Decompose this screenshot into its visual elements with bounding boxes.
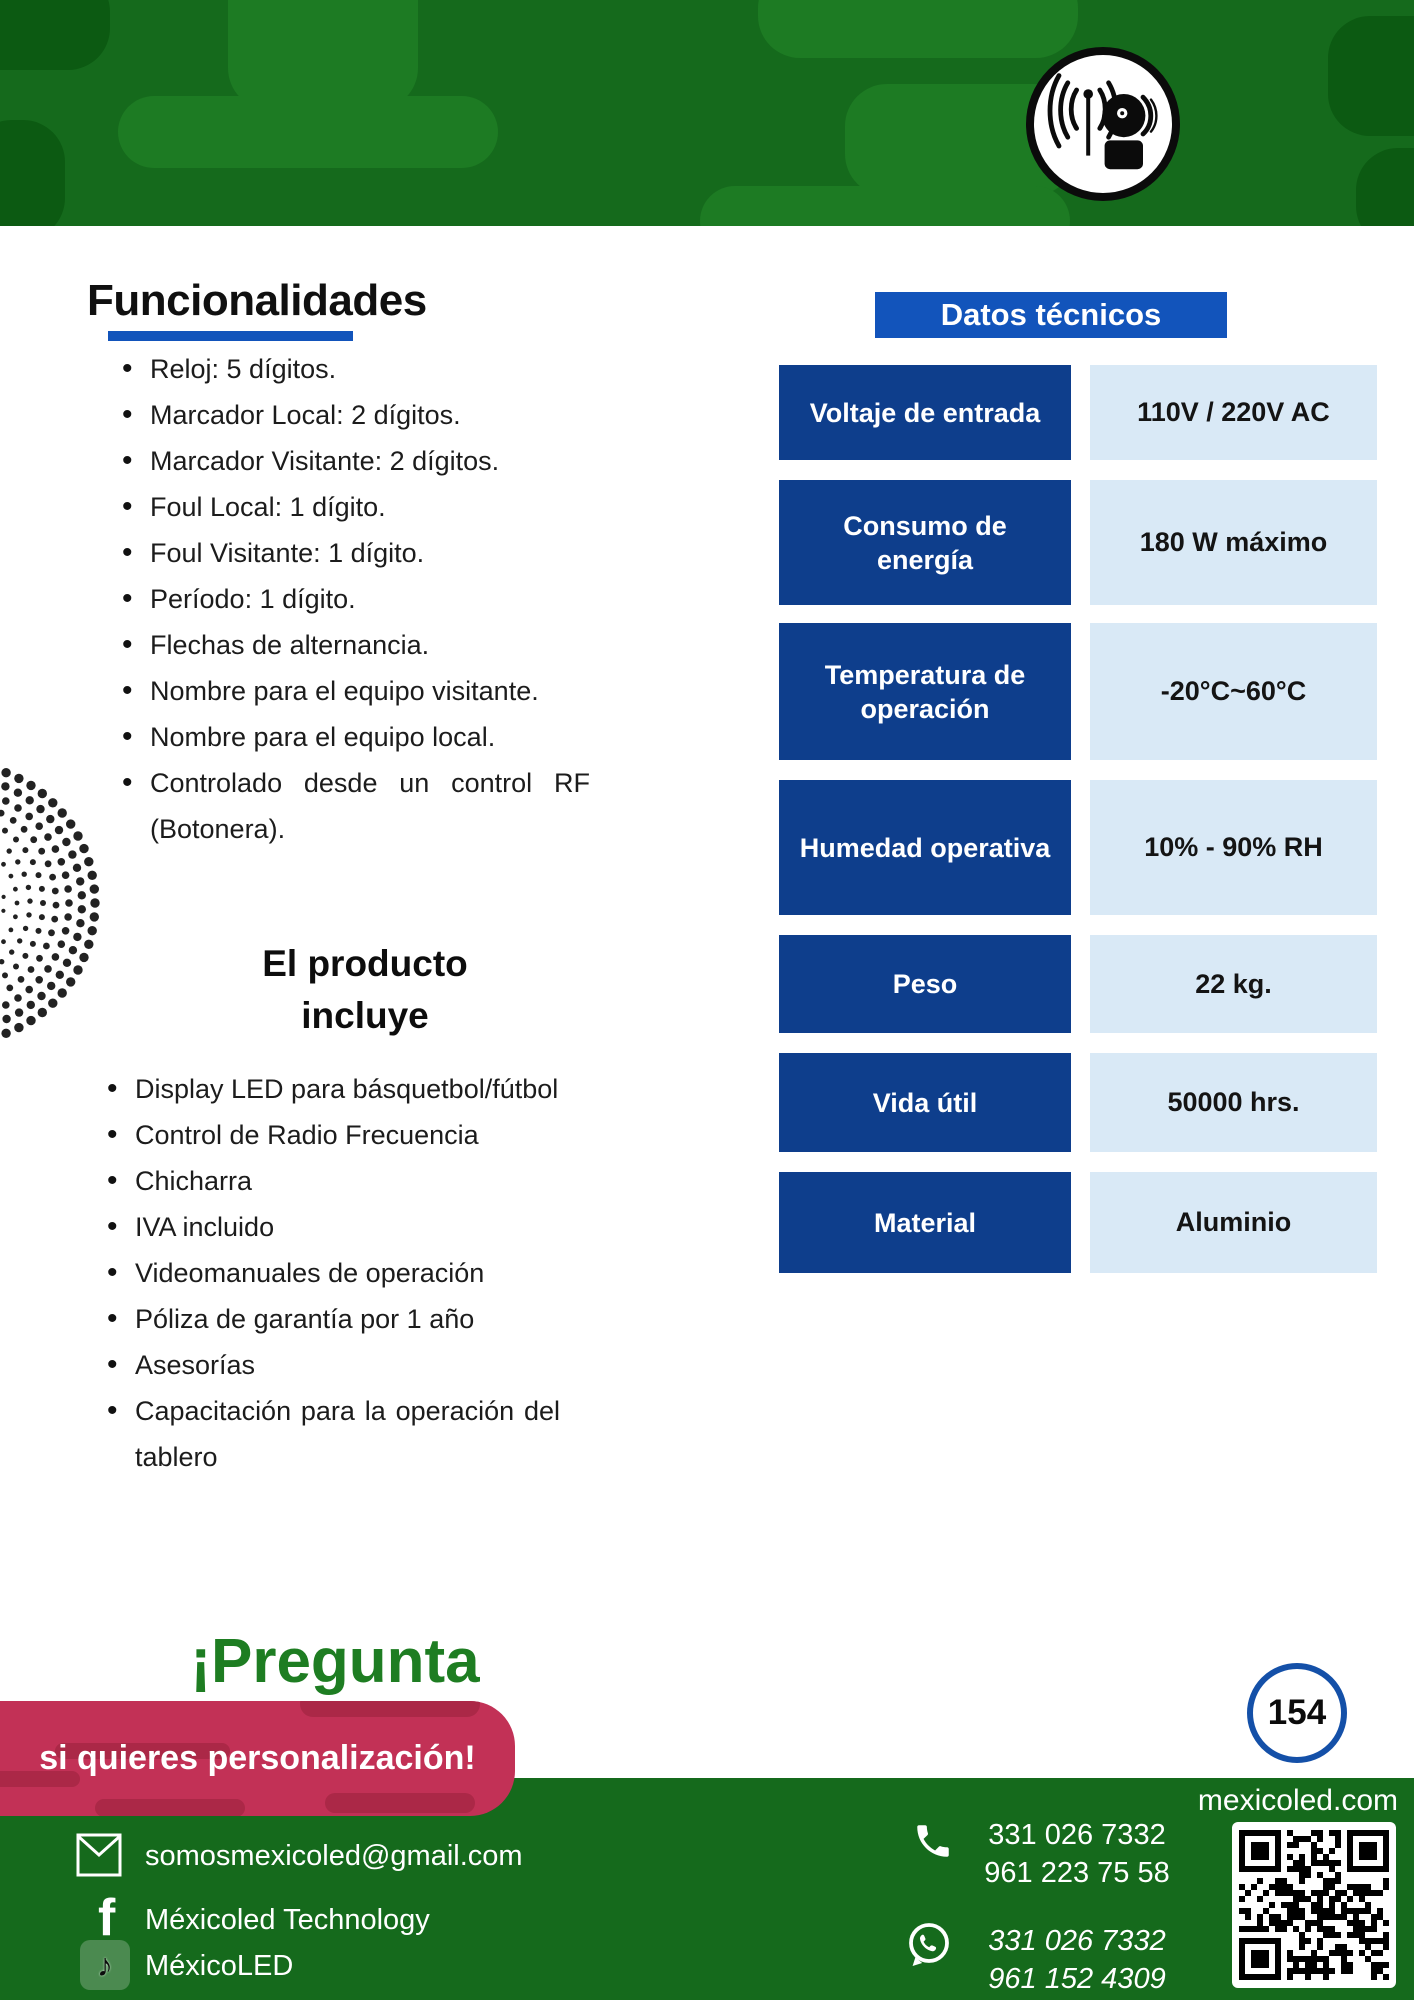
cta-banner-text: si quieres personalización! [39,1739,476,1777]
dotted-circle-decoration [0,758,110,1048]
page-number-badge [1247,1663,1347,1763]
antenna-bell-icon [1039,58,1167,191]
tech-row-value: Aluminio [1090,1172,1377,1273]
list-item: • Marcador Visitante: 2 dígitos. [120,438,590,484]
tech-row-label: Consumo de energía [779,480,1071,605]
camo-blob [1328,16,1414,136]
facebook-name[interactable]: Méxicoled Technology [145,1904,430,1936]
facebook-icon: f [98,1889,116,1947]
phone-number-1[interactable]: 331 026 7332 [988,1819,1166,1851]
whatsapp-number-2[interactable]: 961 152 4309 [988,1963,1166,1995]
list-item: • Flechas de alternancia. [120,622,590,668]
tech-row-value: -20°C~60°C [1090,623,1377,760]
title-underline [108,331,353,341]
cta-banner [0,1701,515,1816]
list-item: • Control de Radio Frecuencia [105,1112,560,1158]
tech-row-value: 10% - 90% RH [1090,780,1377,915]
list-item: • Controlado desde un control RF (Botonera). [120,760,590,852]
brand-logo [1026,47,1180,201]
website-link[interactable]: mexicoled.com [1197,1784,1398,1817]
whatsapp-number-1[interactable]: 331 026 7332 [988,1925,1166,1957]
list-item: • Display LED para básquetbol⁠/⁠fútbol [105,1066,560,1112]
qr-code[interactable] [1232,1822,1396,1988]
email-address[interactable]: somosmexicoled@gmail.com [145,1840,523,1872]
list-item: • Marcador Local: 2 dígitos. [120,392,590,438]
tech-row-label: Material [779,1172,1071,1273]
tech-row-label: Temperatura de operación [779,623,1071,760]
tech-row-label: Humedad operativa [779,780,1071,915]
tech-row-value: 50000 hrs. [1090,1053,1377,1152]
tech-data-title: Datos técnicos [875,292,1227,338]
list-item: • Período: 1 dígito. [120,576,590,622]
list-item: • Foul Local: 1 dígito. [120,484,590,530]
camo-blob [0,0,110,70]
camo-blob [118,96,498,168]
page-number: 154 [1267,1693,1327,1732]
camo-blob [758,0,1078,58]
camo-blob [700,186,1070,226]
email-icon [76,1833,122,1882]
whatsapp-icon [905,1920,953,1973]
header-band [0,0,1414,226]
phone-numbers[interactable] [968,1816,1186,1892]
tiktok-icon: ♪ [80,1940,130,1990]
includes-title-line2: incluye [301,995,429,1036]
features-title: Funcionalidades [87,276,427,325]
tech-row-value: 180 W máximo [1090,480,1377,605]
list-item: • Nombre para el equipo visitante. [120,668,590,714]
features-list [120,346,590,852]
tech-row-value: 110V / 220V AC [1090,365,1377,460]
tiktok-name[interactable]: MéxicoLED [145,1950,294,1982]
includes-title [160,938,570,1042]
list-item: • Videomanuales de operación [105,1250,560,1296]
cta-headline: ¡Pregunta [190,1627,480,1696]
list-item: • Chicharra [105,1158,560,1204]
tech-row-label: Vida útil [779,1053,1071,1152]
list-item: • Nombre para el equipo local. [120,714,590,760]
whatsapp-numbers[interactable] [968,1922,1186,1998]
camo-blob [1356,148,1414,226]
includes-list [105,1066,560,1480]
phone-number-2[interactable]: 961 223 75 58 [984,1857,1170,1889]
list-item: • IVA incluido [105,1204,560,1250]
tech-row-label: Peso [779,935,1071,1033]
phone-icon [912,1818,954,1869]
camo-blob [228,0,418,110]
list-item: • Asesorías [105,1342,560,1388]
list-item: • Capacitación para la operación del tablero [105,1388,560,1480]
camo-blob [0,120,65,226]
tech-row-label: Voltaje de entrada [779,365,1071,460]
list-item: • Reloj: 5 dígitos. [120,346,590,392]
includes-title-line1: El producto [262,943,468,984]
list-item: • Foul Visitante: 1 dígito. [120,530,590,576]
list-item: • Póliza de garantía por 1 año [105,1296,560,1342]
tech-row-value: 22 kg. [1090,935,1377,1033]
